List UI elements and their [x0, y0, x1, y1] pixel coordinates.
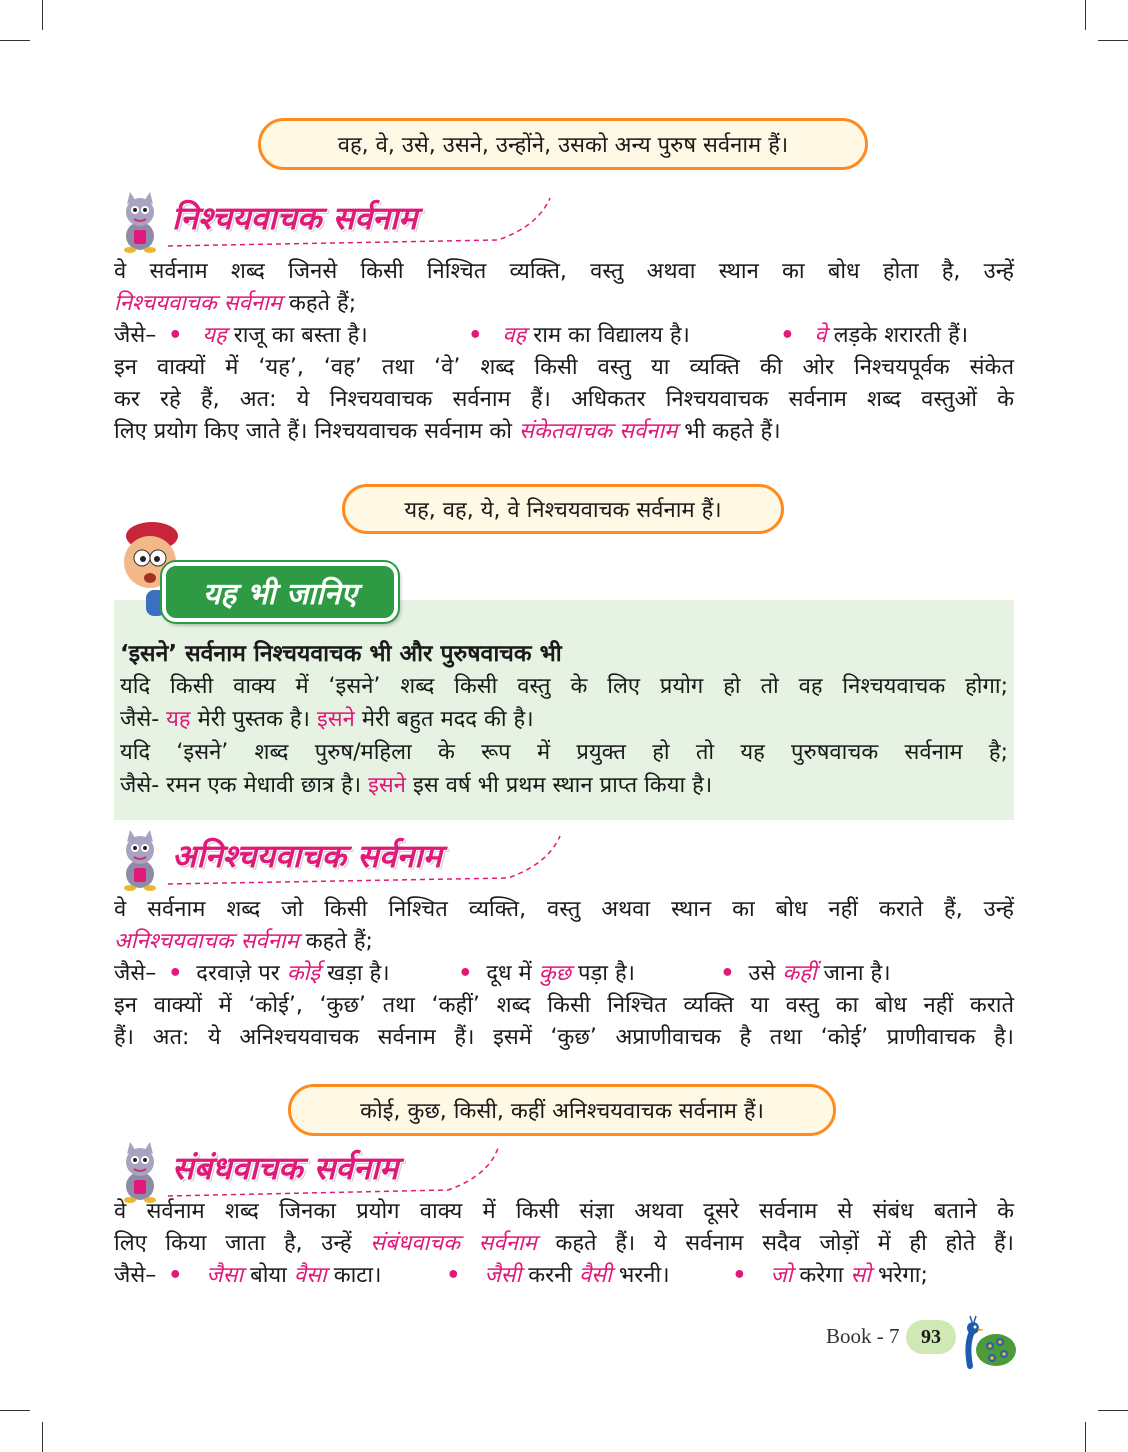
dashed-underline [168, 834, 568, 886]
cat-mascot-icon [114, 1140, 166, 1204]
text-span: दरवाज़े पर [196, 961, 287, 986]
text-span: लिए किया जाता है, उन्हें [114, 1231, 371, 1256]
text-span: करनी [521, 1263, 580, 1288]
text-span: मेरी बहुत मदद की है। [354, 707, 534, 732]
text-span: काटा। [326, 1263, 382, 1288]
text-span: कहते हैं। ये सर्वनाम सदैव जोड़ों में ही होते हैं। [536, 1231, 1014, 1256]
dashed-underline [168, 196, 558, 248]
bullet: • [468, 323, 483, 348]
example-item [748, 958, 890, 990]
highlighted-term: यह [166, 707, 191, 732]
example-prefix: जैसे– [114, 323, 157, 348]
example-item [486, 958, 712, 990]
example-item [196, 958, 442, 990]
summary-pill-purush: वह, वे, उसे, उसने, उन्होंने, उसको अन्य पुरुष सर्वनाम हैं। [258, 118, 868, 170]
crop-mark [42, 1422, 43, 1452]
text-line [114, 926, 1014, 958]
bullet: • [168, 961, 183, 986]
bullet: • [446, 1263, 461, 1288]
highlighted-term: वैसा [293, 1263, 327, 1288]
text-span: इस वर्ष भी प्रथम स्थान प्राप्त किया है। [406, 773, 713, 798]
highlighted-term: इसने [316, 707, 355, 732]
section-heading-sambandh [114, 1140, 514, 1204]
text-line: कर रहे हैं, अत: ये निश्चयवाचक सर्वनाम हैं। अधिकतर निश्चयवाचक सर्वनाम शब्द वस्तुओं के [114, 387, 1014, 412]
text-line [120, 703, 1008, 736]
crop-mark [1085, 0, 1086, 30]
cat-mascot-icon [114, 190, 166, 254]
text-span: खड़ा है। [320, 961, 390, 986]
bullet: • [168, 1263, 183, 1288]
text-span: पड़ा है। [571, 961, 635, 986]
bullet: • [732, 1263, 747, 1288]
crop-mark [42, 0, 43, 30]
text-line: वे सर्वनाम शब्द जो किसी निश्चित व्यक्ति, वस्तु अथवा स्थान का बोध नहीं कराते हैं, उन्हें [114, 897, 1014, 922]
text-line [114, 1228, 1014, 1260]
example-prefix: जैसे– [114, 1263, 157, 1288]
text-line [114, 416, 1014, 448]
definition-paragraph [114, 894, 1014, 1054]
highlighted-term: यह [202, 323, 227, 348]
text-span: दूध में [486, 961, 539, 986]
cat-mascot-icon [114, 828, 166, 892]
dashed-underline [168, 1146, 508, 1198]
highlighted-term: कोई [286, 961, 321, 986]
text-span: कहते हैं; [298, 929, 373, 954]
section-title: निश्चयवाचक सर्वनाम [172, 199, 418, 237]
bullet: • [168, 323, 183, 348]
highlighted-term: वह [502, 323, 527, 348]
example-prefix: जैसे– [114, 961, 157, 986]
highlighted-term: जैसा [206, 1263, 244, 1288]
example-item [814, 320, 968, 352]
book-label: Book - 7 [826, 1324, 900, 1348]
section-heading-nishchay [114, 190, 554, 254]
text-line: वे सर्वनाम शब्द जिनका प्रयोग वाक्य में किसी संज्ञा अथवा दूसरे सर्वनाम से संबंध बताने के [114, 1199, 1014, 1224]
text-span: लड़के शरारती हैं। [826, 323, 969, 348]
crop-mark [0, 40, 30, 41]
highlighted-term: वैसी [579, 1263, 612, 1288]
section-heading-anishchay [114, 828, 564, 892]
example-item [202, 320, 452, 352]
highlighted-term: इसने [368, 773, 407, 798]
did-you-know-box [114, 600, 1014, 820]
example-item [502, 320, 772, 352]
highlighted-term: संबंधवाचक सर्वनाम [370, 1231, 537, 1256]
example-row [114, 1260, 1014, 1292]
text-line [114, 288, 1014, 320]
text-span: मेरी पुस्तक है। [190, 707, 317, 732]
example-item [770, 1260, 928, 1292]
highlighted-term: जैसी [484, 1263, 522, 1288]
crop-mark [1098, 1410, 1128, 1411]
highlighted-term: वे [814, 323, 827, 348]
highlighted-term: कहीं [782, 961, 817, 986]
text-span: भरनी। [611, 1263, 670, 1288]
text-span: राम का विद्यालय है। [526, 323, 690, 348]
definition-paragraph [114, 1196, 1014, 1292]
summary-pill-nishchay: यह, वह, ये, वे निश्चयवाचक सर्वनाम हैं। [342, 484, 784, 534]
text-span: लिए प्रयोग किए जाते हैं। निश्चयवाचक सर्वनाम को [114, 419, 519, 444]
bullet: • [780, 323, 795, 348]
did-you-know-badge: यह भी जानिए [162, 562, 398, 622]
highlighted-term: अनिश्चयवाचक सर्वनाम [114, 929, 299, 954]
crop-mark [1085, 1422, 1086, 1452]
highlighted-term: सो [850, 1263, 871, 1288]
text-span: जैसे- रमन एक मेधावी छात्र है। [120, 773, 369, 798]
example-row [114, 958, 1014, 990]
crop-mark [1098, 40, 1128, 41]
text-line: इन वाक्यों में ‘यह’, ‘वह’ तथा ‘वे’ शब्द किसी वस्तु या व्यक्ति की ओर निश्चयपूर्वक संकेत [114, 355, 1014, 380]
text-span: भरेगा; [870, 1263, 928, 1288]
text-line: इन वाक्यों में ‘कोई’, ‘कुछ’ तथा ‘कहीं’ शब्द किसी निश्चित व्यक्ति या वस्तु का बोध नहीं कराते [114, 993, 1014, 1018]
text-span: बोया [243, 1263, 294, 1288]
highlighted-term: जो [770, 1263, 793, 1288]
section-title: अनिश्चयवाचक सर्वनाम [172, 837, 442, 875]
text-span: जैसे- [120, 707, 167, 732]
text-span: कहते हैं; [281, 291, 357, 316]
text-span: करेगा [792, 1263, 851, 1288]
summary-pill-anishchay: कोई, कुछ, किसी, कहीं अनिश्चयवाचक सर्वनाम हैं। [288, 1084, 836, 1136]
page-number: 93 [906, 1320, 956, 1354]
example-row [114, 320, 1014, 352]
know-lines [120, 670, 1008, 802]
text-line: हैं। अत: ये अनिश्चयवाचक सर्वनाम हैं। इसमें ‘कुछ’ अप्राणीवाचक है तथा ‘कोई’ प्राणीवाचक है। [114, 1025, 1014, 1050]
text-span: राजू का बस्ता है। [226, 323, 368, 348]
text-span: उसे [748, 961, 783, 986]
text-span: भी कहते हैं। [677, 419, 781, 444]
text-span: जाना है। [816, 961, 891, 986]
section-title: संबंधवाचक सर्वनाम [172, 1149, 399, 1187]
highlighted-term: निश्चयवाचक सर्वनाम [114, 291, 282, 316]
peacock-icon [956, 1314, 1018, 1370]
text-line [120, 769, 1008, 802]
highlighted-term: कुछ [538, 961, 572, 986]
crop-mark [0, 1410, 30, 1411]
text-line: यदि किसी वाक्य में ‘इसने’ शब्द किसी वस्तु के लिए प्रयोग हो तो वह निश्चयवाचक होगा; [120, 674, 1008, 699]
definition-paragraph [114, 256, 1014, 448]
bullet: • [720, 961, 735, 986]
know-title: ‘इसने’ सर्वनाम निश्चयवाचक भी और पुरुषवाचक भी [120, 641, 562, 667]
text-line: यदि ‘इसने’ शब्द पुरुष/महिला के रूप में प्रयुक्त हो तो यह पुरुषवाचक सर्वनाम है; [120, 740, 1008, 765]
bullet: • [458, 961, 473, 986]
text-line: वे सर्वनाम शब्द जिनसे किसी निश्चित व्यक्ति, वस्तु अथवा स्थान का बोध होता है, उन्हें [114, 259, 1014, 284]
highlighted-term: संकेतवाचक सर्वनाम [518, 419, 678, 444]
example-item [206, 1260, 434, 1292]
example-item [484, 1260, 724, 1292]
